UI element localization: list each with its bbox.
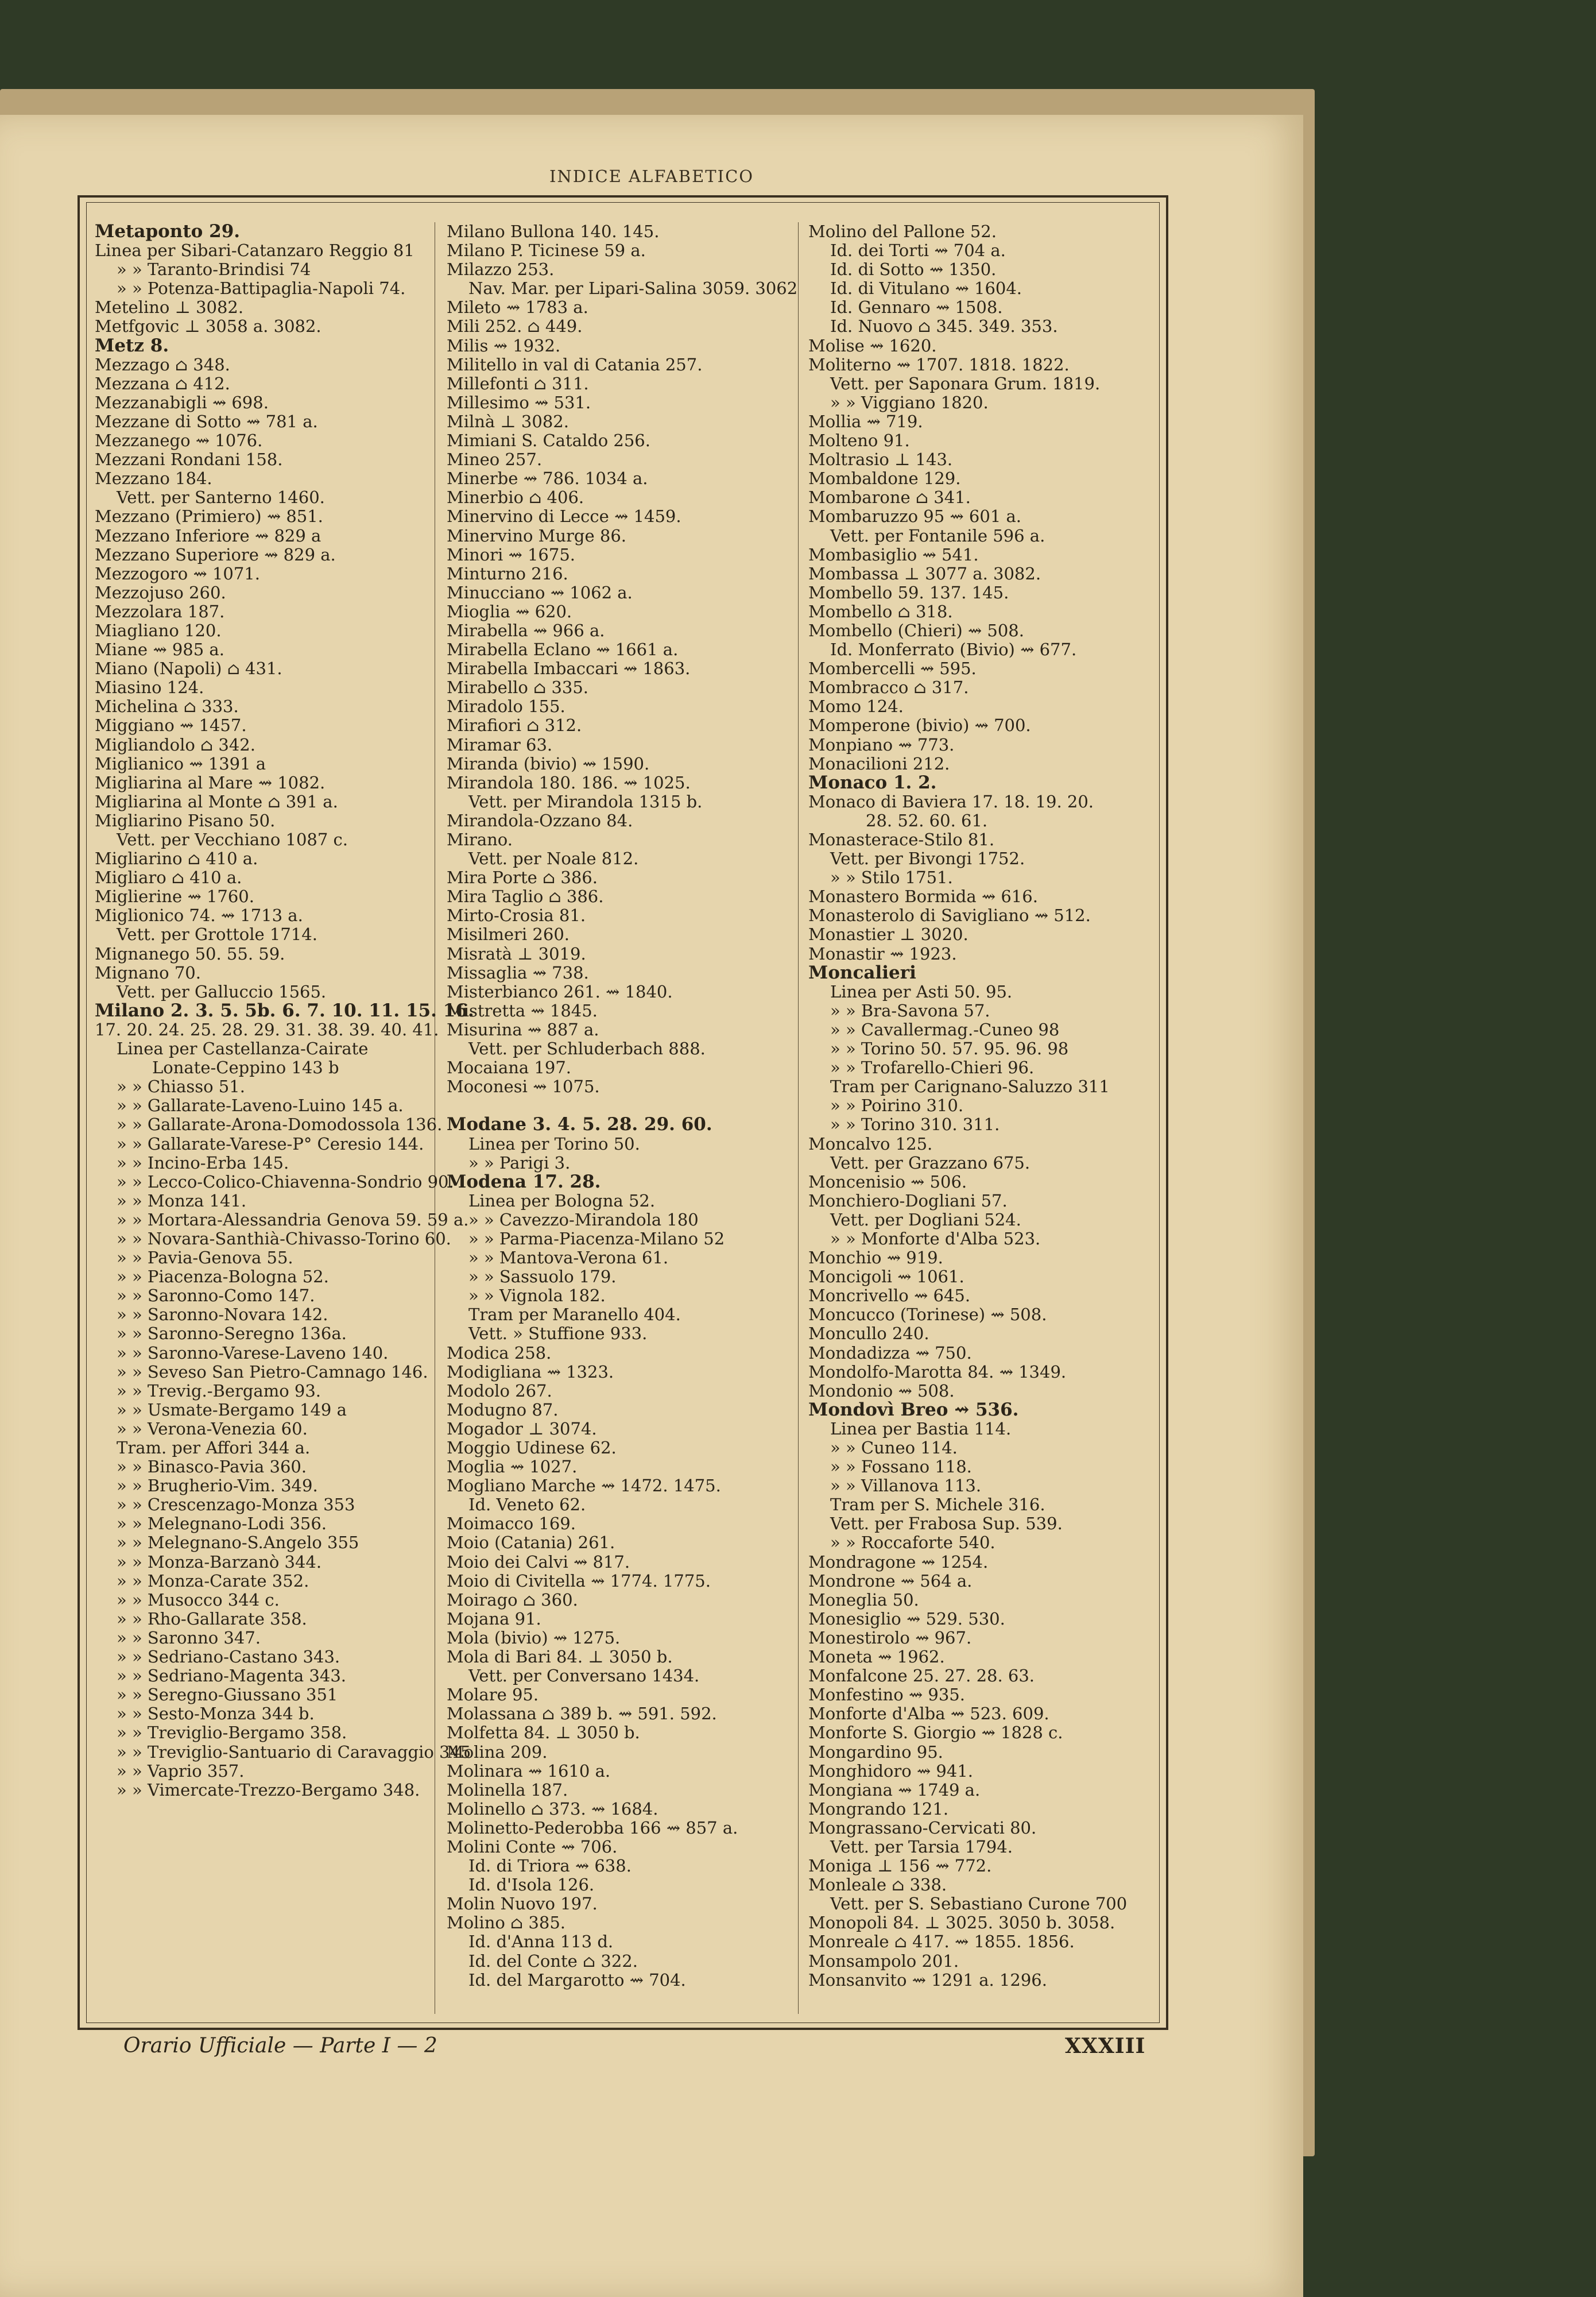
index-entry: Lonate-Ceppino 143 b: [152, 1058, 339, 1078]
index-entry: Linea per Torino 50.: [468, 1134, 640, 1154]
index-entry: Mezzanabigli ⇝ 698.: [95, 392, 269, 412]
index-entry: » » Vaprio 357.: [117, 1761, 245, 1781]
index-entry: Mirafiori ⌂ 312.: [447, 716, 582, 736]
index-entry: » » Sesto-Monza 344 b.: [117, 1704, 315, 1724]
index-entry: Vett. per Dogliani 524.: [830, 1209, 1021, 1229]
index-entry: Monacilioni 212.: [808, 753, 950, 774]
index-entry: » » Piacenza-Bologna 52.: [117, 1267, 329, 1287]
index-entry: » » Pavia-Genova 55.: [117, 1248, 293, 1268]
index-entry: Misurina ⇝ 887 a.: [447, 1019, 599, 1039]
index-entry: » » Novara-Santhià-Chivasso-Torino 60.: [117, 1228, 451, 1248]
index-entry: Minervino di Lecce ⇝ 1459.: [447, 506, 681, 527]
index-entry: » » Cuneo 114.: [830, 1438, 958, 1457]
index-entry: Modica 258.: [447, 1343, 552, 1363]
index-entry: Mezzane di Sotto ⇝ 781 a.: [95, 411, 318, 431]
index-entry: Mola di Bari 84. ⊥ 3050 b.: [447, 1647, 673, 1667]
index-column-left: [95, 221, 474, 1800]
index-entry: Moio dei Calvi ⇝ 817.: [447, 1552, 630, 1572]
index-entry: Mondrone ⇝ 564 a.: [808, 1571, 973, 1591]
index-entry: Mombaruzzo 95 ⇝ 601 a.: [808, 506, 1021, 527]
index-entry: Id. del Conte ⌂ 322.: [468, 1951, 638, 1971]
index-entry: Tram per Carignano-Saluzzo 311: [830, 1077, 1110, 1097]
index-entry: Mezzano (Primiero) ⇝ 851.: [95, 506, 323, 527]
index-entry: Monchiero-Dogliani 57.: [808, 1190, 1008, 1211]
index-entry: Mombarone ⌂ 341.: [808, 488, 971, 508]
index-entry: » » Parma-Piacenza-Milano 52: [468, 1228, 725, 1248]
index-entry: Milano P. Ticinese 59 a.: [447, 241, 646, 261]
index-entry: Mirabella Imbaccari ⇝ 1863.: [447, 659, 691, 679]
index-entry: Molinello ⌂ 373. ⇝ 1684.: [447, 1799, 658, 1819]
index-entry: Molinella 187.: [447, 1780, 568, 1800]
index-entry: » » Trevig.-Bergamo 93.: [117, 1380, 321, 1401]
index-entry: Vett. per Santerno 1460.: [117, 488, 325, 508]
index-entry: Mombello 59. 137. 145.: [808, 582, 1009, 602]
index-entry: Misratà ⊥ 3019.: [447, 943, 586, 964]
index-entry: Molise ⇝ 1620.: [808, 335, 937, 355]
index-entry: Molino del Pallone 52.: [808, 222, 997, 241]
index-entry: » » Sassuolo 179.: [468, 1267, 617, 1287]
index-entry: Vett. per Grottole 1714.: [117, 925, 317, 945]
index-entry: » » Saronno-Novara 142.: [117, 1305, 328, 1325]
index-entry: Metelino ⊥ 3082.: [95, 297, 244, 318]
index-entry: Monpiano ⇝ 773.: [808, 734, 955, 755]
index-entry: Moltrasio ⊥ 143.: [808, 450, 953, 470]
index-entry: Id. Nuovo ⌂ 345. 349. 353.: [830, 316, 1058, 337]
index-entry: Mondadizza ⇝ 750.: [808, 1343, 972, 1363]
index-entry: Molfetta 84. ⊥ 3050 b.: [447, 1723, 640, 1743]
index-entry: Vett. per S. Sebastiano Curone 700: [830, 1894, 1128, 1914]
index-entry: Tram. per Affori 344 a.: [117, 1438, 311, 1457]
index-entry: Vett. per Conversano 1434.: [468, 1666, 700, 1686]
index-entry: » » Monza 141.: [117, 1190, 247, 1211]
index-entry: Mongrando 121.: [808, 1799, 949, 1819]
index-entry: » » Vignola 182.: [468, 1286, 606, 1306]
index-entry: Milis ⇝ 1932.: [447, 335, 561, 355]
index-entry: Mileto ⇝ 1783 a.: [447, 297, 588, 318]
index-entry: Moio (Catania) 261.: [447, 1533, 615, 1553]
index-entry: Monastir ⇝ 1923.: [808, 943, 957, 964]
index-entry: Mondragone ⇝ 1254.: [808, 1552, 989, 1572]
index-entry: » » Bra-Savona 57.: [830, 1000, 990, 1020]
index-entry: Miano (Napoli) ⌂ 431.: [95, 659, 282, 679]
index-entry: Metfgovic ⊥ 3058 a. 3082.: [95, 316, 321, 337]
index-entry: Migliaro ⌂ 410 a.: [95, 868, 242, 888]
index-entry: Miglionico 74. ⇝ 1713 a.: [95, 906, 303, 926]
index-entry: » » Monza-Barzanò 344.: [117, 1552, 322, 1572]
index-entry: Migliarino ⌂ 410 a.: [95, 849, 258, 869]
index-entry: Miane ⇝ 985 a.: [95, 640, 224, 660]
index-entry: Mezzano Superiore ⇝ 829 a.: [95, 544, 336, 564]
index-entry: » » Gallarate-Laveno-Luino 145 a.: [117, 1096, 404, 1116]
index-entry: » » Saronno-Varese-Laveno 140.: [117, 1343, 389, 1363]
index-entry: » » Saronno-Seregno 136a.: [117, 1324, 347, 1344]
index-entry: Monestirolo ⇝ 967.: [808, 1627, 972, 1648]
index-entry: Migliarina al Monte ⌂ 391 a.: [95, 791, 338, 811]
index-entry: Moconesi ⇝ 1075.: [447, 1077, 600, 1097]
index-entry: Mombaldone 129.: [808, 469, 961, 489]
index-entry: » » Brugherio-Vim. 349.: [117, 1476, 318, 1496]
index-entry: Moneta ⇝ 1962.: [808, 1647, 945, 1667]
index-entry: » » Monza-Carate 352.: [117, 1571, 309, 1591]
index-entry: Monesiglio ⇝ 529. 530.: [808, 1608, 1005, 1629]
index-entry: Mombercelli ⇝ 595.: [808, 659, 977, 679]
index-entry: Vett. per Mirandola 1315 b.: [468, 791, 703, 811]
index-entry: Molassana ⌂ 389 b. ⇝ 591. 592.: [447, 1704, 717, 1724]
index-entry: Id. Gennaro ⇝ 1508.: [830, 297, 1003, 318]
index-entry: Mirabella ⇝ 966 a.: [447, 620, 605, 640]
index-entry: Mocaiana 197.: [447, 1058, 572, 1078]
index-entry: Minerbe ⇝ 786. 1034 a.: [447, 469, 648, 489]
index-entry: » » Poirino 310.: [830, 1096, 964, 1116]
index-entry: » » Vimercate-Trezzo-Bergamo 348.: [117, 1780, 420, 1800]
index-entry: Moncalvo 125.: [808, 1134, 933, 1154]
index-entry: Moncrivello ⇝ 645.: [808, 1286, 971, 1306]
index-entry: Minori ⇝ 1675.: [447, 544, 575, 564]
index-entry: Vett. per Tarsia 1794.: [830, 1836, 1013, 1857]
index-entry: Id. di Vitulano ⇝ 1604.: [830, 279, 1022, 299]
index-entry: Monforte S. Giorgio ⇝ 1828 c.: [808, 1723, 1063, 1743]
index-entry: Metaponto 29.: [95, 221, 241, 242]
index-entry: Monleale ⌂ 338.: [808, 1875, 947, 1895]
index-entry: » » Musocco 344 c.: [117, 1590, 280, 1610]
index-entry: Monastero Bormida ⇝ 616.: [808, 887, 1038, 907]
index-entry: » » Saronno 347.: [117, 1627, 261, 1648]
index-entry: Mombasiglio ⇝ 541.: [808, 544, 979, 564]
index-entry: Miramar 63.: [447, 734, 553, 755]
index-entry: Vett. per Vecchiano 1087 c.: [117, 830, 348, 849]
index-entry: Tram per S. Michele 316.: [830, 1495, 1045, 1515]
index-entry: Molteno 91.: [808, 431, 910, 451]
index-entry: Mezzanego ⇝ 1076.: [95, 431, 263, 451]
index-entry: Linea per Bastia 114.: [830, 1418, 1012, 1438]
index-entry: Monfestino ⇝ 935.: [808, 1685, 965, 1705]
index-entry: 17. 20. 24. 25. 28. 29. 31. 38. 39. 40. 41.: [95, 1019, 439, 1039]
index-entry: Momperone (bivio) ⇝ 700.: [808, 716, 1031, 736]
index-entry: Moncucco (Torinese) ⇝ 508.: [808, 1305, 1047, 1325]
index-entry: Vett. per Bivongi 1752.: [830, 849, 1025, 869]
index-entry: Moggio Udinese 62.: [447, 1438, 617, 1457]
index-entry: Mezzano 184.: [95, 469, 212, 489]
index-entry: Migliandolo ⌂ 342.: [95, 734, 255, 755]
index-entry: Moncenisio ⇝ 506.: [808, 1171, 967, 1192]
index-entry: Misilmeri 260.: [447, 925, 570, 945]
index-entry: Monsampolo 201.: [808, 1951, 959, 1971]
page-header: INDICE ALFABETICO: [549, 167, 754, 186]
index-entry: Mongiana ⇝ 1749 a.: [808, 1780, 981, 1800]
index-entry: Mezzano Inferiore ⇝ 829 a: [95, 525, 321, 546]
index-entry: Migliarino Pisano 50.: [95, 810, 276, 830]
index-entry: Vett. per Schluderbach 888.: [468, 1039, 706, 1059]
index-entry: Vett. per Galluccio 1565.: [117, 981, 327, 1001]
index-entry: Missaglia ⇝ 738.: [447, 962, 589, 983]
index-entry: Minervino Murge 86.: [447, 525, 626, 546]
index-entry: » » Taranto-Brindisi 74: [117, 260, 311, 280]
index-entry: Monastier ⊥ 3020.: [808, 925, 969, 945]
index-entry: » » Parigi 3.: [468, 1153, 571, 1173]
index-entry: » » Verona-Venezia 60.: [117, 1418, 308, 1438]
index-entry: Moliterno ⇝ 1707. 1818. 1822.: [808, 354, 1070, 374]
index-entry: Mineo 257.: [447, 450, 543, 470]
index-entry: Mogliano Marche ⇝ 1472. 1475.: [447, 1476, 721, 1496]
index-entry: Monghidoro ⇝ 941.: [808, 1761, 973, 1781]
index-entry: Mongardino 95.: [808, 1742, 943, 1762]
index-entry: Mombello ⌂ 318.: [808, 601, 953, 621]
index-entry: » » Usmate-Bergamo 149 a: [117, 1399, 347, 1420]
index-entry: Mezzana ⌂ 412.: [95, 373, 230, 393]
index-column-middle: [447, 222, 798, 1990]
index-entry: Milnà ⊥ 3082.: [447, 411, 569, 431]
index-entry: Miglianico ⇝ 1391 a: [95, 753, 266, 774]
index-entry: Molinara ⇝ 1610 a.: [447, 1761, 611, 1781]
index-entry: » » Potenza-Battipaglia-Napoli 74.: [117, 279, 406, 299]
index-entry: Moncalieri: [808, 962, 916, 983]
index-entry: Mira Taglio ⌂ 386.: [447, 887, 604, 907]
index-entry: Mombracco ⌂ 317.: [808, 678, 969, 698]
index-entry: Molina 209.: [447, 1742, 548, 1762]
index-entry: Miagliano 120.: [95, 620, 222, 640]
index-entry: Monasterolo di Savigliano ⇝ 512.: [808, 906, 1091, 926]
index-entry: Mombassa ⊥ 3077 a. 3082.: [808, 563, 1041, 583]
column-divider: [798, 222, 799, 2014]
index-entry: Minerbio ⌂ 406.: [447, 488, 584, 508]
index-entry: Monaco 1. 2.: [808, 772, 937, 793]
index-entry: Vett. per Fontanile 596 a.: [830, 525, 1045, 546]
index-entry: Mimiani S. Cataldo 256.: [447, 431, 650, 451]
index-entry: Mezzolara 187.: [95, 601, 225, 621]
index-entry: Molin Nuovo 197.: [447, 1894, 598, 1914]
index-entry: » » Monforte d'Alba 523.: [830, 1228, 1041, 1248]
index-entry: Mongrassano-Cervicati 80.: [808, 1818, 1037, 1838]
index-entry: Modigliana ⇝ 1323.: [447, 1362, 614, 1382]
index-entry: » » Trofarello-Chieri 96.: [830, 1058, 1035, 1078]
page-number: XXXIII: [1065, 2034, 1146, 2058]
index-entry: Monchio ⇝ 919.: [808, 1248, 943, 1268]
index-entry: Moncullo 240.: [808, 1324, 929, 1344]
index-entry: Mili 252. ⌂ 449.: [447, 316, 583, 337]
index-entry: Id. d'Anna 113 d.: [468, 1932, 614, 1952]
index-entry: » » Melegnano-Lodi 356.: [117, 1514, 327, 1534]
index-entry: » » Binasco-Pavia 360.: [117, 1457, 307, 1477]
index-entry: Id. Monferrato (Bivio) ⇝ 677.: [830, 640, 1077, 660]
index-entry: » » Gallarate-Varese-P° Ceresio 144.: [117, 1134, 424, 1154]
index-entry: » » Mortara-Alessandria Genova 59. 59 a.: [117, 1209, 469, 1229]
index-entry: Linea per Bologna 52.: [468, 1190, 656, 1211]
index-entry: Misterbianco 261. ⇝ 1840.: [447, 981, 673, 1001]
index-entry: Modolo 267.: [447, 1380, 552, 1401]
index-entry: Molare 95.: [447, 1685, 539, 1705]
index-entry: Miranda (bivio) ⇝ 1590.: [447, 753, 650, 774]
index-entry: Moio di Civitella ⇝ 1774. 1775.: [447, 1571, 711, 1591]
index-entry: Vett. » Stuffione 933.: [468, 1324, 648, 1344]
index-entry: Mirabella Eclano ⇝ 1661 a.: [447, 640, 679, 660]
index-entry: » » Roccaforte 540.: [830, 1533, 995, 1553]
index-entry: » » Stilo 1751.: [830, 868, 953, 888]
index-entry: Migliarina al Mare ⇝ 1082.: [95, 772, 326, 792]
index-entry: » » Villanova 113.: [830, 1476, 982, 1496]
index-entry: Molinetto-Pederobba 166 ⇝ 857 a.: [447, 1818, 738, 1838]
index-entry: Monasterace-Stilo 81.: [808, 830, 995, 849]
index-entry: Millesimo ⇝ 531.: [447, 392, 591, 412]
index-entry: Moimacco 169.: [447, 1514, 576, 1534]
index-entry: Mombello (Chieri) ⇝ 508.: [808, 620, 1024, 640]
index-entry: Id. di Triora ⇝ 638.: [468, 1856, 632, 1876]
index-entry: Minturno 216.: [447, 563, 568, 583]
index-entry: [447, 1096, 788, 1115]
index-entry: » » Sedriano-Castano 343.: [117, 1647, 340, 1667]
index-entry: Linea per Castellanza-Cairate: [117, 1039, 369, 1059]
index-entry: Mezzago ⌂ 348.: [95, 354, 230, 374]
index-entry: Mioglia ⇝ 620.: [447, 601, 572, 621]
index-entry: Monreale ⌂ 417. ⇝ 1855. 1856.: [808, 1932, 1075, 1952]
index-entry: Mignanego 50. 55. 59.: [95, 943, 285, 964]
index-entry: Mistretta ⇝ 1845.: [447, 1000, 598, 1020]
index-entry: Nav. Mar. per Lipari-Salina 3059. 3062: [468, 279, 798, 299]
index-entry: » » Gallarate-Arona-Domodossola 136.: [117, 1115, 443, 1135]
index-entry: Mezzogoro ⇝ 1071.: [95, 563, 260, 583]
index-entry: » » Incino-Erba 145.: [117, 1153, 289, 1173]
index-entry: » » Lecco-Colico-Chiavenna-Sondrio 90.: [117, 1171, 454, 1192]
index-entry: Molino ⌂ 385.: [447, 1913, 565, 1933]
index-entry: Modane 3. 4. 5. 28. 29. 60.: [447, 1114, 712, 1135]
footer-title: Orario Ufficiale — Parte I — 2: [123, 2034, 437, 2058]
index-entry: Miggiano ⇝ 1457.: [95, 716, 247, 736]
index-entry: Vett. per Frabosa Sup. 539.: [830, 1514, 1063, 1534]
index-entry: Monopoli 84. ⊥ 3025. 3050 b. 3058.: [808, 1913, 1115, 1933]
index-entry: Milazzo 253.: [447, 260, 555, 280]
index-entry: » » Fossano 118.: [830, 1457, 972, 1477]
index-entry: Mondolfo-Marotta 84. ⇝ 1349.: [808, 1362, 1067, 1382]
index-entry: Minucciano ⇝ 1062 a.: [447, 582, 633, 602]
index-entry: Mirandola 180. 186. ⇝ 1025.: [447, 772, 691, 792]
index-entry: Moniga ⊥ 156 ⇝ 772.: [808, 1856, 992, 1876]
index-entry: Tram per Maranello 404.: [468, 1305, 681, 1325]
index-entry: Monsanvito ⇝ 1291 a. 1296.: [808, 1970, 1047, 1990]
index-entry: » » Sedriano-Magenta 343.: [117, 1666, 346, 1686]
index-entry: Mezzojuso 260.: [95, 582, 226, 602]
index-entry: » » Treviglio-Bergamo 358.: [117, 1723, 347, 1743]
index-entry: Id. di Sotto ⇝ 1350.: [830, 260, 997, 280]
index-entry: Mojana 91.: [447, 1608, 541, 1629]
index-entry: Molini Conte ⇝ 706.: [447, 1836, 618, 1857]
index-entry: Vett. per Saponara Grum. 1819.: [830, 373, 1101, 393]
index-entry: » » Saronno-Como 147.: [117, 1286, 315, 1306]
index-entry: Militello in val di Catania 257.: [447, 354, 703, 374]
index-entry: » » Crescenzago-Monza 353: [117, 1495, 355, 1515]
index-entry: 28. 52. 60. 61.: [866, 810, 988, 830]
index-entry: » » Viggiano 1820.: [830, 392, 989, 412]
index-entry: » » Seveso San Pietro-Camnago 146.: [117, 1362, 428, 1382]
index-entry: Miasino 124.: [95, 678, 204, 698]
index-entry: Mignano 70.: [95, 962, 201, 983]
index-entry: Moglia ⇝ 1027.: [447, 1457, 578, 1477]
index-entry: » » Torino 50. 57. 95. 96. 98: [830, 1039, 1069, 1059]
index-entry: Id. d'Isola 126.: [468, 1875, 595, 1895]
index-entry: Mira Porte ⌂ 386.: [447, 868, 598, 888]
index-entry: Vett. per Grazzano 675.: [830, 1153, 1031, 1173]
index-entry: Linea per Sibari-Catanzaro Reggio 81: [95, 241, 415, 261]
index-entry: » » Rho-Gallarate 358.: [117, 1608, 307, 1629]
index-column-right: [808, 222, 1164, 1990]
index-entry: Linea per Asti 50. 95.: [830, 981, 1013, 1001]
index-entry: Mondonio ⇝ 508.: [808, 1380, 955, 1401]
index-entry: Mirandola-Ozzano 84.: [447, 810, 633, 830]
index-entry: Monfalcone 25. 27. 28. 63.: [808, 1666, 1035, 1686]
index-entry: » » Treviglio-Santuario di Caravaggio 345: [117, 1742, 471, 1762]
index-entry: Moirago ⌂ 360.: [447, 1590, 578, 1610]
index-entry: Milano 2. 3. 5. 5b. 6. 7. 10. 11. 15. 16.: [95, 1000, 474, 1021]
index-entry: Mola (bivio) ⇝ 1275.: [447, 1627, 621, 1648]
index-entry: » » Torino 310. 311.: [830, 1115, 1000, 1135]
index-entry: Millefonti ⌂ 311.: [447, 373, 589, 393]
index-entry: Id. Veneto 62.: [468, 1495, 586, 1515]
index-entry: Momo 124.: [808, 697, 904, 717]
index-entry: Id. dei Torti ⇝ 704 a.: [830, 241, 1006, 261]
index-entry: Michelina ⌂ 333.: [95, 697, 239, 717]
index-entry: Mogador ⊥ 3074.: [447, 1418, 597, 1438]
index-entry: Monaco di Baviera 17. 18. 19. 20.: [808, 791, 1094, 811]
index-entry: Mollia ⇝ 719.: [808, 411, 923, 431]
index-entry: Mondovì Breo ⇝ 536.: [808, 1399, 1019, 1420]
index-entry: Mirabello ⌂ 335.: [447, 678, 589, 698]
index-entry: Mirano.: [447, 830, 513, 849]
index-entry: » » Mantova-Verona 61.: [468, 1248, 669, 1268]
index-entry: Milano Bullona 140. 145.: [447, 222, 660, 241]
index-entry: » » Melegnano-S.Angelo 355: [117, 1533, 359, 1553]
index-entry: Mirto-Crosia 81.: [447, 906, 586, 926]
index-entry: Modena 17. 28.: [447, 1171, 601, 1192]
index-entry: Monforte d'Alba ⇝ 523. 609.: [808, 1704, 1049, 1724]
index-entry: » » Cavezzo-Mirandola 180: [468, 1209, 699, 1229]
index-entry: Modugno 87.: [447, 1399, 559, 1420]
index-entry: Id. del Margarotto ⇝ 704.: [468, 1970, 686, 1990]
index-entry: Moncigoli ⇝ 1061.: [808, 1267, 964, 1287]
index-entry: » » Cavallermag.-Cuneo 98: [830, 1019, 1060, 1039]
index-entry: Mezzani Rondani 158.: [95, 450, 283, 470]
index-entry: » » Seregno-Giussano 351: [117, 1685, 338, 1705]
index-entry: Moneglia 50.: [808, 1590, 919, 1610]
index-entry: Miglierine ⇝ 1760.: [95, 887, 254, 907]
index-entry: Metz 8.: [95, 335, 169, 356]
index-entry: Vett. per Noale 812.: [468, 849, 639, 869]
index-entry: Miradolo 155.: [447, 697, 565, 717]
index-entry: » » Chiasso 51.: [117, 1077, 245, 1097]
